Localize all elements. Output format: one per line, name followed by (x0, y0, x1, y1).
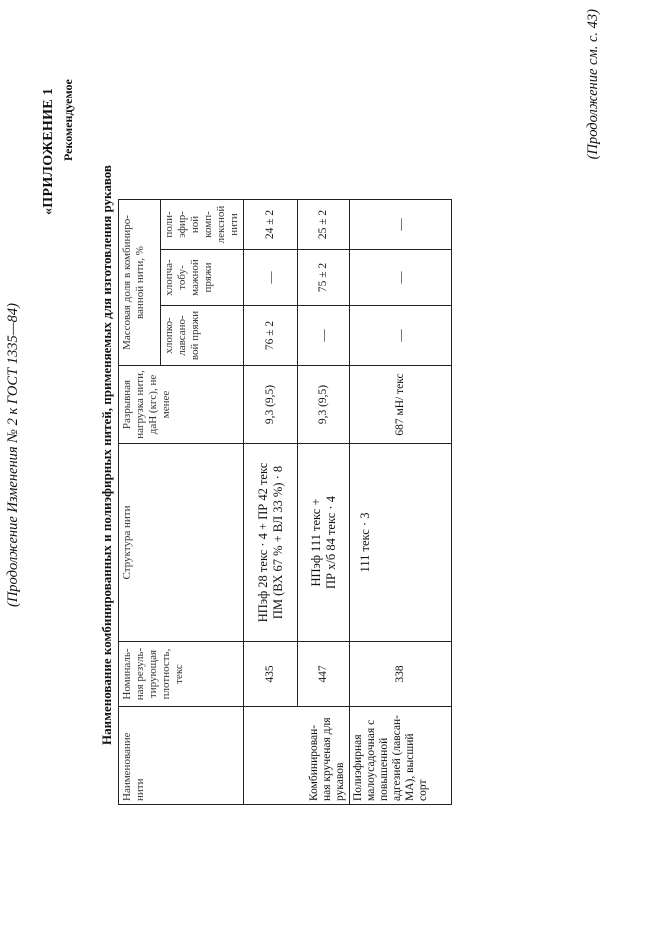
header-density: Номиналь-ная резуль-тирующая плотность, текс (119, 642, 244, 707)
appendix-title: «ПРИЛОЖЕНИЕ 1 (41, 87, 56, 215)
density-cell: 338 (350, 642, 452, 707)
polyester-cell: 25 ± 2 (298, 200, 350, 250)
cotton-paper-cell: — (244, 250, 298, 306)
header-name: Наименование нити (119, 707, 244, 805)
header-load: Разрывная нагрузка нити, даН (кгс), не менее (119, 366, 244, 444)
structure-line: НПэф 28 текс · 4 + ПР 42 текс (255, 462, 270, 623)
appendix-subtitle: Рекомендуемое (61, 79, 75, 161)
polyester-cell: — (350, 200, 452, 250)
structure-line: ПР х/б 84 текс · 4 (323, 496, 338, 589)
running-head: (Продолжение Изменения № 2 к ГОСТ 1335—84) (5, 303, 21, 607)
load-cell: 9,3 (9,5) (244, 366, 298, 444)
thread-table (118, 199, 452, 805)
structure-cell (298, 444, 350, 642)
row-name-polyester: Полиэфирная малоусадочная с повышенной адгезией (лавсан-МА), высший сорт (350, 707, 452, 805)
load-cell: 9,3 (9,5) (298, 366, 350, 444)
polyester-cell: 24 ± 2 (244, 200, 298, 250)
header-mass-share: Массовая доля в комбиниро-ванной нити, % (119, 200, 161, 366)
structure-cell: 111 текс · 3 (350, 444, 452, 642)
cotton-paper-cell: — (350, 250, 452, 306)
header-structure: Структура нити (119, 444, 244, 642)
cotton-lavsan-cell: — (350, 306, 452, 366)
row-name-combined: Комбинирован-ная крученая для рукавов (244, 707, 350, 805)
density-cell: 447 (298, 642, 350, 707)
structure-line: НПэф 111 текс + (308, 498, 323, 587)
load-cell: 687 мН/ текс (350, 366, 452, 444)
table-title: Наименование комбинированных и полиэфирных нитей, применяемых для изготовления рукавов (99, 165, 114, 745)
cotton-paper-cell: 75 ± 2 (298, 250, 350, 306)
continuation-note: (Продолжение см. с. 43) (585, 9, 601, 160)
header-cotton-lavsan: хлопко-лавсано-вой пряжи (161, 306, 244, 366)
header-cotton-paper: хлопча-тобу-мажной пряжи (161, 250, 244, 306)
cotton-lavsan-cell: 76 ± 2 (244, 306, 298, 366)
cotton-lavsan-cell: — (298, 306, 350, 366)
density-cell: 435 (244, 642, 298, 707)
structure-line: ПМ (ВХ 67 % + ВЛ 33 %) · 8 (270, 465, 285, 620)
rotated-page (5, 5, 625, 905)
header-polyester: поли-эфир-ной комп-лексной нити (161, 200, 244, 250)
structure-cell (244, 444, 298, 642)
